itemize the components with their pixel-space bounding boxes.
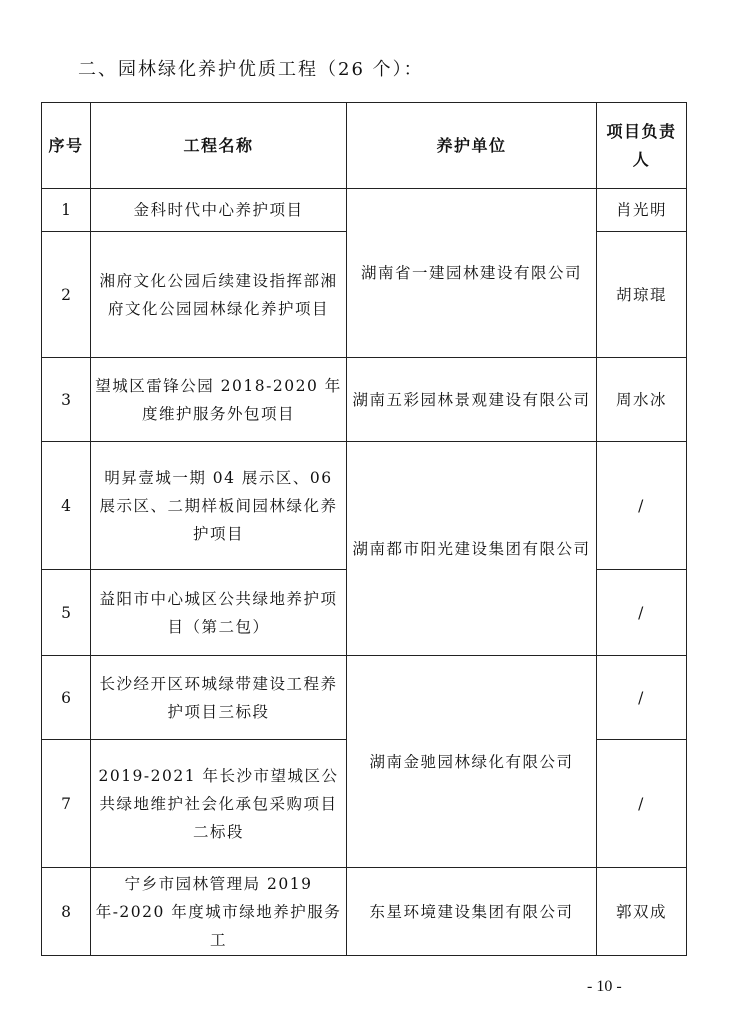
row-unit: 湖南都市阳光建设集团有限公司	[347, 442, 597, 656]
row-manager: /	[597, 740, 687, 868]
row-index: 7	[42, 740, 91, 868]
row-index: 3	[42, 358, 91, 442]
row-index: 1	[42, 189, 91, 232]
row-unit: 湖南省一建园林建设有限公司	[347, 189, 597, 358]
row-project: 湘府文化公园后续建设指挥部湘府文化公园园林绿化养护项目	[91, 232, 347, 358]
row-manager: 郭双成	[597, 868, 687, 956]
row-manager: /	[597, 656, 687, 740]
table-row	[42, 656, 687, 740]
header-index: 序号	[42, 103, 91, 189]
row-project: 2019-2021 年长沙市望城区公共绿地维护社会化承包采购项目二标段	[91, 740, 347, 868]
table-row	[42, 868, 687, 956]
row-project: 金科时代中心养护项目	[91, 189, 347, 232]
table-row	[42, 358, 687, 442]
row-manager: /	[597, 442, 687, 570]
page-number: - 10 -	[587, 978, 622, 995]
row-manager: /	[597, 570, 687, 656]
section-heading: 二、园林绿化养护优质工程（26 个）：	[78, 59, 424, 80]
row-project: 益阳市中心城区公共绿地养护项目（第二包）	[91, 570, 347, 656]
row-project: 望城区雷锋公园 2018-2020 年度维护服务外包项目	[91, 358, 347, 442]
row-manager: 周水冰	[597, 358, 687, 442]
table-row	[42, 189, 687, 232]
row-unit: 东星环境建设集团有限公司	[347, 868, 597, 956]
row-manager: 胡琼琨	[597, 232, 687, 358]
row-unit: 湖南五彩园林景观建设有限公司	[347, 358, 597, 442]
row-project: 明昇壹城一期 04 展示区、06 展示区、二期样板间园林绿化养护项目	[91, 442, 347, 570]
row-manager: 肖光明	[597, 189, 687, 232]
header-unit: 养护单位	[347, 103, 597, 189]
row-index: 6	[42, 656, 91, 740]
row-index: 8	[42, 868, 91, 956]
projects-table	[41, 102, 687, 956]
table-header-row	[42, 103, 687, 189]
row-index: 5	[42, 570, 91, 656]
row-project: 长沙经开区环城绿带建设工程养护项目三标段	[91, 656, 347, 740]
row-index: 2	[42, 232, 91, 358]
header-project: 工程名称	[91, 103, 347, 189]
table-row	[42, 442, 687, 570]
row-unit: 湖南金驰园林绿化有限公司	[347, 656, 597, 868]
header-manager: 项目负责人	[597, 103, 687, 189]
row-project: 宁乡市园林管理局 2019 年-2020 年度城市绿地养护服务工	[91, 868, 347, 956]
row-index: 4	[42, 442, 91, 570]
